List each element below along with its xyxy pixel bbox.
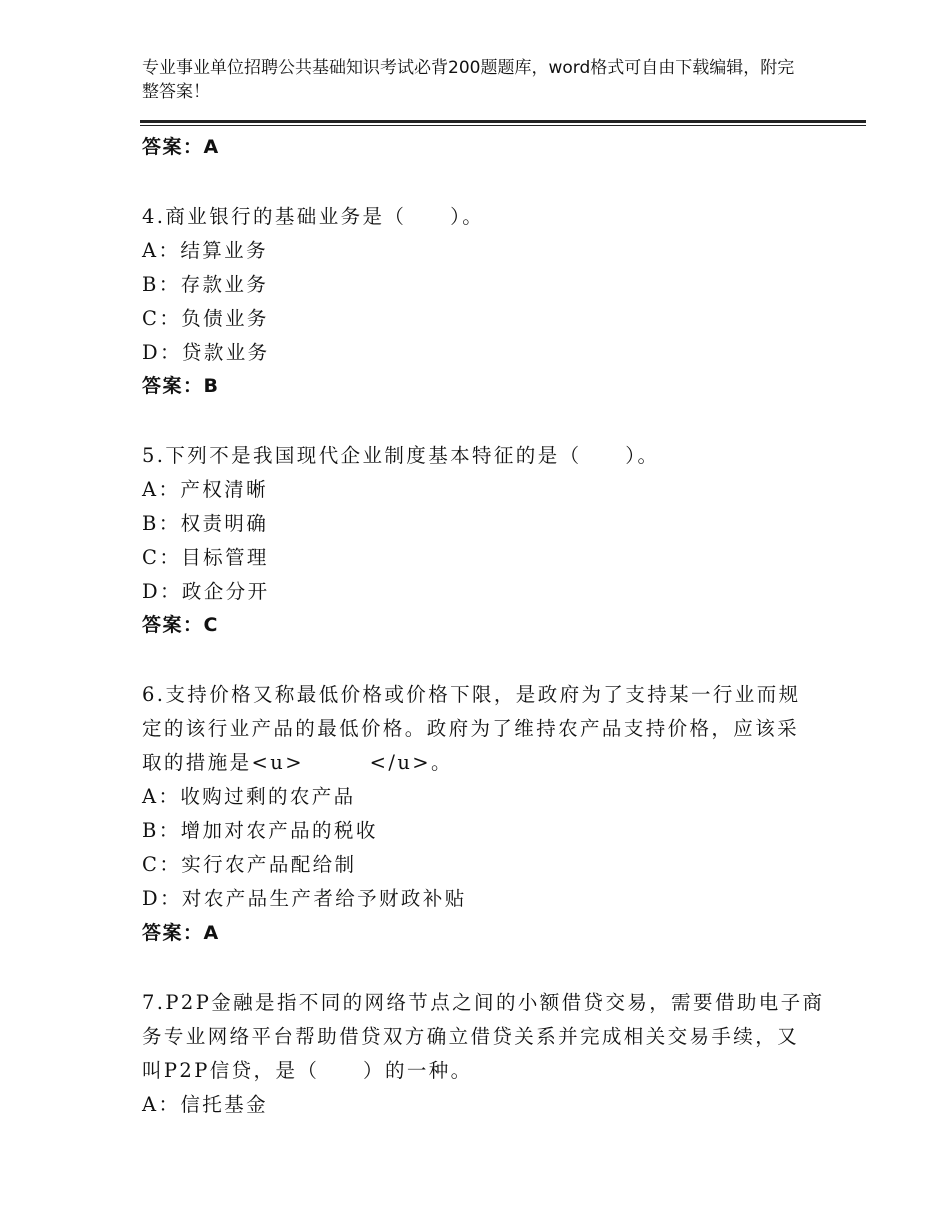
question-5-answer: 答案：C xyxy=(142,614,219,636)
question-7-stem-line-1: 7.P2P金融是指不同的网络节点之间的小额借贷交易，需要借助电子商 xyxy=(142,991,825,1014)
question-6-stem-line-3: 取的措施是<u> </u>。 xyxy=(142,751,453,774)
question-6-option-d: D：对农产品生产者给予财政补贴 xyxy=(142,887,467,910)
question-7-stem-line-2: 务专业网络平台帮助借贷双方确立借贷关系并完成相关交易手续，又 xyxy=(142,1025,800,1048)
question-6-option-c: C：实行农产品配给制 xyxy=(142,853,357,876)
question-6-stem-line-1: 6.支持价格又称最低价格或价格下限，是政府为了支持某一行业而规 xyxy=(142,683,801,706)
question-6-answer: 答案：A xyxy=(142,922,220,944)
question-5-option-a: A：产权清晰 xyxy=(142,478,268,501)
question-6-stem-line-2: 定的该行业产品的最低价格。政府为了维持农产品支持价格，应该采 xyxy=(142,717,800,740)
question-6-option-a: A：收购过剩的农产品 xyxy=(142,785,356,808)
question-5-option-c: C：目标管理 xyxy=(142,546,269,569)
question-4-stem: 4.商业银行的基础业务是（ ）。 xyxy=(142,205,485,228)
document-header: 专业事业单位招聘公共基础知识考试必背200题题库，word格式可自由下载编辑，附完整答案！ xyxy=(142,58,795,102)
question-4-answer: 答案：B xyxy=(142,375,220,397)
answer-3: 答案：A xyxy=(142,136,220,158)
question-5-option-d: D：政企分开 xyxy=(142,580,270,603)
question-7-option-a: A：信托基金 xyxy=(142,1093,268,1116)
question-5-stem: 5.下列不是我国现代企业制度基本特征的是（ ）。 xyxy=(142,444,660,467)
question-4-option-c: C：负债业务 xyxy=(142,307,269,330)
header-rule-thick xyxy=(140,120,866,123)
question-7-stem-line-3: 叫P2P信贷，是（ ）的一种。 xyxy=(142,1059,473,1082)
question-5-option-b: B：权责明确 xyxy=(142,512,269,535)
question-4-option-b: B：存款业务 xyxy=(142,273,269,296)
question-4-option-d: D：贷款业务 xyxy=(142,341,270,364)
question-4-option-a: A：结算业务 xyxy=(142,239,268,262)
question-6-option-b: B：增加对农产品的税收 xyxy=(142,819,378,842)
header-rule-thin xyxy=(140,125,866,126)
